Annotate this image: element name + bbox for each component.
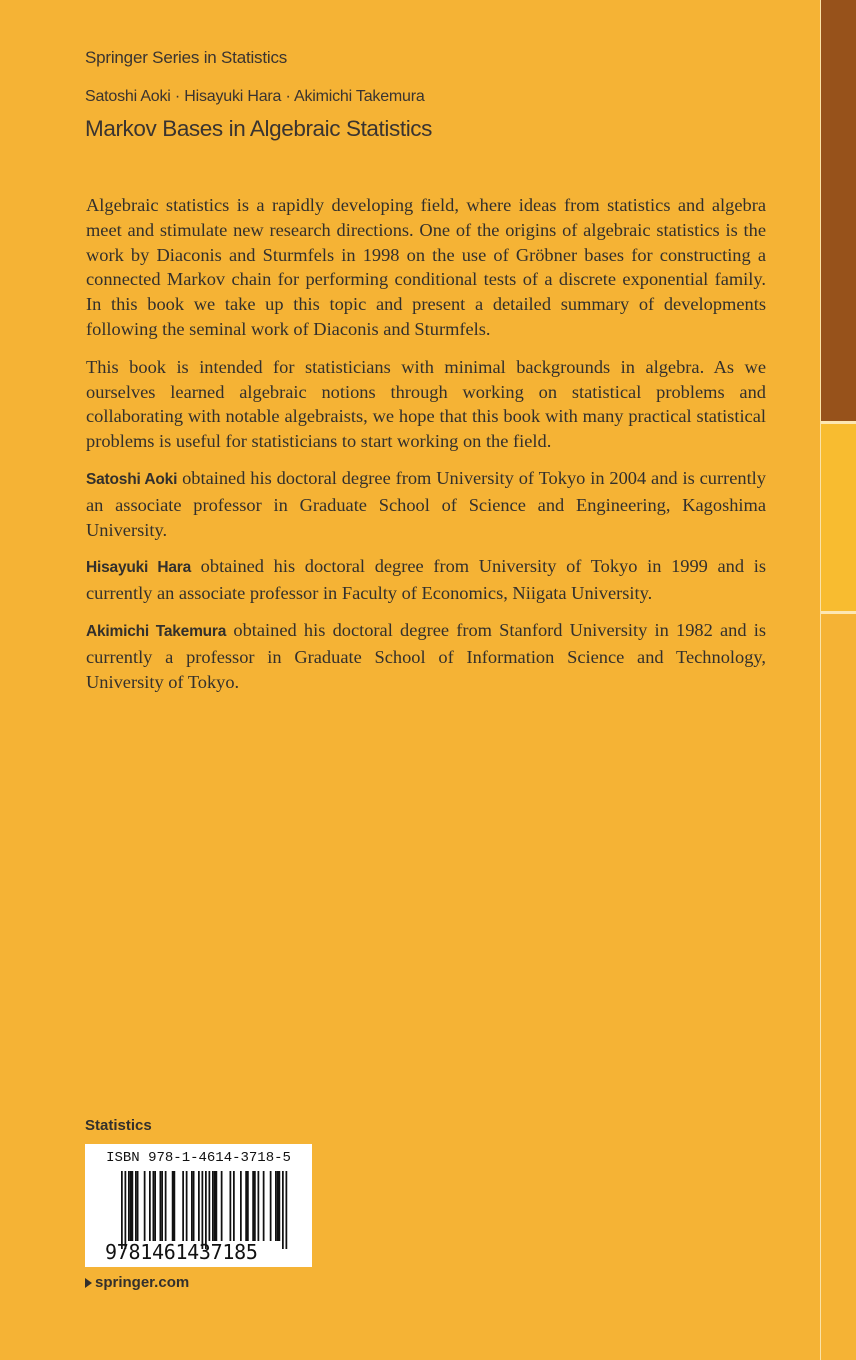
barcode-bar xyxy=(160,1171,162,1241)
isbn-barcode xyxy=(85,1144,312,1267)
author-bio-name: Satoshi Aoki xyxy=(86,470,178,488)
blurb-paragraph: This book is intended for statisticians with minimal backgrounds in algebra. As we ourselves learned algebraic notions through working on statistical problems and collaborating with notable algebraists, we hope that this book with many practical statistical problems is useful for statisticians to start working on the field. xyxy=(86,356,766,452)
barcode-bar xyxy=(209,1171,211,1241)
barcode-bar xyxy=(230,1171,232,1241)
barcode-bar xyxy=(137,1171,139,1241)
barcode-bar xyxy=(165,1171,167,1241)
barcode-bar xyxy=(154,1171,156,1241)
author-bio-name: Hisayuki Hara xyxy=(86,559,191,577)
barcode-bar xyxy=(128,1171,130,1241)
barcode-bar xyxy=(121,1171,123,1249)
barcode-bar xyxy=(212,1171,214,1241)
barcode-bar xyxy=(254,1171,256,1241)
series-title: Springer Series in Statistics xyxy=(85,48,288,67)
barcode-bar xyxy=(270,1171,272,1241)
barcode-bar xyxy=(198,1171,200,1241)
isbn-number: ISBN 978-1-4614-3718-5 xyxy=(106,1150,291,1166)
author-bio-text: obtained his doctoral degree from University of Tokyo in 1999 and is currently an associate professor in Faculty of Economics, Niigata University. xyxy=(86,556,766,604)
publisher-website[interactable] xyxy=(85,1274,189,1291)
barcode-bar xyxy=(125,1171,127,1249)
barcode-bar xyxy=(275,1171,277,1241)
author-bio-text: obtained his doctoral degree from Stanford University in 1982 and is currently a professor in Graduate School of Information Science and Technology, University of Tokyo. xyxy=(86,619,766,692)
barcode-bar xyxy=(263,1171,265,1241)
back-cover-text xyxy=(86,193,766,694)
barcode-bar xyxy=(132,1171,134,1241)
barcode-bar xyxy=(247,1171,249,1241)
barcode-bar xyxy=(233,1171,235,1241)
author-bio xyxy=(86,466,766,542)
barcode-bar xyxy=(144,1171,146,1241)
barcode-bar xyxy=(149,1171,151,1241)
barcode-bar xyxy=(205,1171,207,1249)
spine-yellow-band xyxy=(821,424,856,611)
author-list: Satoshi Aoki · Hisayuki Hara · Akimichi Takemura xyxy=(85,88,425,105)
barcode-bar xyxy=(277,1171,279,1241)
barcode-bar xyxy=(182,1171,184,1241)
book-spine xyxy=(821,0,856,1360)
barcode-bar xyxy=(245,1171,247,1241)
barcode-bar xyxy=(282,1171,284,1249)
spine-lower-band xyxy=(821,614,856,1360)
author-bio xyxy=(86,618,766,694)
author-bio-name: Akimichi Takemura xyxy=(86,622,227,640)
barcode-bar xyxy=(174,1171,176,1241)
author-bio xyxy=(86,554,766,606)
barcode-bar xyxy=(172,1171,174,1241)
website-text: springer.com xyxy=(95,1274,190,1291)
barcode-bar xyxy=(202,1171,204,1249)
barcode-bar xyxy=(186,1171,188,1241)
barcode-bar xyxy=(258,1171,260,1241)
barcode-bar xyxy=(193,1171,195,1241)
author-bio-text: obtained his doctoral degree from University of Tokyo in 2004 and is currently an associate professor in Graduate School of Science and Engineering, Kagoshima University. xyxy=(86,467,766,540)
barcode-bar xyxy=(240,1171,242,1241)
barcode-bar xyxy=(191,1171,193,1241)
barcode-bar xyxy=(130,1171,132,1241)
subject-category: Statistics xyxy=(85,1117,152,1134)
barcode-bar xyxy=(221,1171,223,1241)
spine-brown-band xyxy=(821,0,856,421)
barcode-bar xyxy=(286,1171,288,1249)
barcode-bar xyxy=(252,1171,254,1241)
blurb-paragraph: Algebraic statistics is a rapidly developing field, where ideas from statistics and algebra meet and stimulate new research directions. One of the origins of algebraic statistics is the work by Diaconis and Sturmfels in 1998 on the use of Gröbner bases for constructing a connected Markov chain for performing conditional tests of a discrete exponential family. In this book we take up this topic and present a detailed summary of developments following the seminal work of Diaconis and Sturmfels. xyxy=(86,195,766,339)
triangle-right-icon xyxy=(85,1278,92,1288)
barcode-bar xyxy=(216,1171,218,1241)
barcode-bar xyxy=(161,1171,163,1241)
barcode-bar xyxy=(153,1171,155,1241)
barcode-digits: 9781461437185 xyxy=(105,1240,258,1264)
barcode-bar xyxy=(214,1171,216,1241)
book-title: Markov Bases in Algebraic Statistics xyxy=(85,116,432,141)
barcode-bar xyxy=(279,1171,281,1241)
barcode-bar xyxy=(135,1171,137,1241)
